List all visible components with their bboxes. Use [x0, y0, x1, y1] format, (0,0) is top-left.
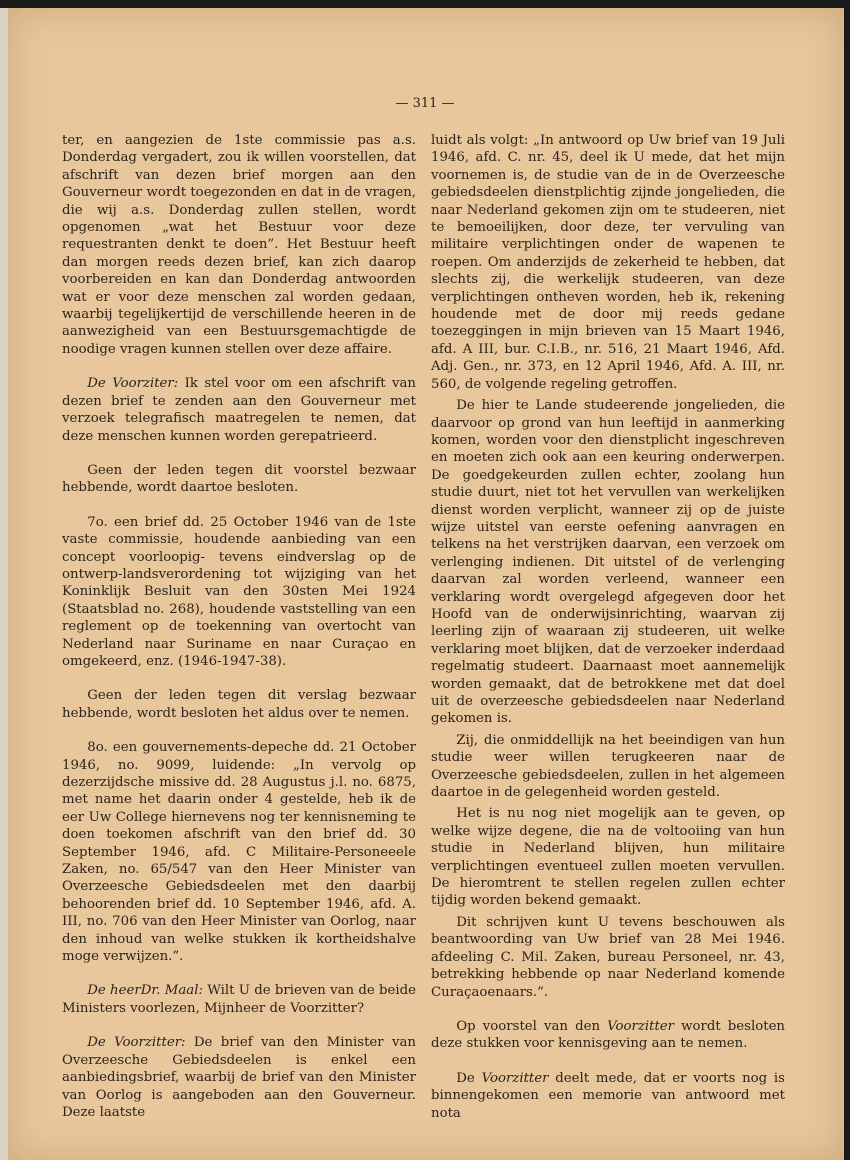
paragraph: Geen der leden tegen dit verslag bezwaar hebbende, wordt besloten het aldus over te nemen.: [62, 688, 416, 721]
paragraph: Dit schrijven kunt U tevens beschouwen als beantwoording van Uw brief van 28 Mei 1946. afdeeling C. Mil. Zaken, bureau Personeel, nr. 43, betrekking hebbende op naar Nederland komende Curaçaoenaars.”.: [431, 914, 785, 1000]
paragraph: Geen der leden tegen dit voorstel bezwaar hebbende, wordt daartoe besloten.: [62, 462, 416, 496]
paragraph: De hier te Lande studeerende jongelieden, die daarvoor op grond van hun leeftijd in aanmerking komen, worden voor den dienstplicht ingeschreven en moeten zich ook aan een keuring onderwerpen. De goedgekeurden zullen echter, zoolang hun studie duurt, niet tot het vervullen van werkelijken dienst worden verplicht, wanneer zij op de juiste wijze uitstel van eerste oefening aanvragen en telkens na het verstrijken daarvan, een verzoek om verlenging indienen. Dit uitstel of de verlenging daarvan zal worden verleend, wanneer een verklaring wordt overgelegd afgegeven door het Hoofd van de onderwijsinrichting, waarvan zij leerling zijn of waaraan zij studeeren, uit welke verklaring moet blijken, dat de verzoeker inderdaad regelmatig studeert. Daarnaast moet aannemelijk worden gemaakt, dat de betrokkene met dat doel uit de overzeesche gebiedsdeelen naar Nederland gekomen is.: [431, 398, 785, 727]
paragraph: luidt als volgt: „In antwoord op Uw brief van 19 Juli 1946, afd. C. nr. 45, deel ik U mede, dat het mijn voornemen is, de studie van de in de Overzeesche gebiedsdeelen dienstplichtig zijnde jongelieden, die naar Nederland gekomen zijn om te studeeren, niet te bemoeilijken, door deze, ter vervuling van militaire verplichtingen onder de wapenen te roepen. Om anderzijds de zekerheid te hebben, dat slechts zij, die werkelijk studeeren, van deze verplichtingen ontheven worden, heb ik, rekening houdende met de door mij reeds gedane toezeggingen in mijn brieven van 15 Maart 1946, afd. A III, bur. C.I.B., nr. 516, 21 Maart 1946, Afd. Adj. Gen., nr. 373, en 12 April 1946, Afd. A. III, nr. 560, de volgende regeling getroffen.: [431, 133, 785, 392]
paragraph: Het is nu nog niet mogelijk aan te geven, op welke wijze degene, die na de voltooiing van hun studie in Nederland blijven, hun militaire verplichtingen eventueel zullen moeten vervullen. De hieromtrent te stellen regelen zullen echter tijdig worden bekend gemaakt.: [431, 806, 785, 909]
page-number: — 311 —: [395, 96, 455, 111]
paragraph: Op voorstel van den Voorzitter wordt besloten deze stukken voor kennisgeving aan te nemen.: [431, 1018, 785, 1052]
left-column: [62, 132, 416, 1121]
speaker: De Voorziter:: [87, 376, 179, 392]
paragraph: 7o. een brief dd. 25 October 1946 van de 1ste vaste commissie, houdende aanbieding van een concept voorloopig- tevens eindverslag op de ontwerp-landsverordening tot wijziging van het Koninklijk Besluit van den 30sten Mei 1924 (Staatsblad no. 268), houdende vaststelling van een reglement op de toekenning van overtocht van Nederland naar Suriname en naar Curaçao en omgekeerd, enz. (1946-1947-38).: [62, 514, 416, 669]
paragraph: 8o. een gouvernements-depeche dd. 21 October 1946, no. 9099, luidende: „In vervolg op dezerzijdsche missive dd. 28 Augustus j.l. no. 6875, met name het daarin onder 4 gestelde, heb ik de eer Uw College hiernevens nog ter kennisneming te doen toekomen afschrift van den brief dd. 30 September 1946, afd. C Militaire-Personeeele Zaken, no. 65/547 van den Heer Minister van Overzeesche Gebiedsdeelen met den daarbij behoorenden brief dd. 10 September 1946, afd. A. III, no. 706 van den Heer Minister van Oorlog, naar den inhoud van welke stukken ik kortheidshalve moge verwijzen.”.: [62, 740, 416, 965]
paragraph: De Voorzitter: De brief van den Minister van Overzeesche Gebiedsdeelen is enkel een aanbiedingsbrief, waarbij de brief van den Minister van Oorlog is aangeboden aan den Gouverneur. Deze laatste: [62, 1035, 416, 1120]
speaker: De heerDr. Maal:: [87, 983, 203, 999]
scan-right-edge: [844, 0, 850, 1160]
paragraph: De heerDr. Maal: Wilt U de brieven van de beide Ministers voorlezen, Mijnheer de Voorzitter?: [62, 983, 416, 1016]
paragraph: De Voorzitter deelt mede, dat er voorts nog is binnengekomen een memorie van antwoord met nota: [431, 1070, 785, 1121]
scan-top-edge: [0, 0, 850, 8]
paragraph: ter, en aangezien de 1ste commissie pas a.s. Donderdag vergadert, zou ik willen voorstellen, dat afschrift van dezen brief morgen aan den Gouverneur wordt toegezonden en dat in de vragen, die wij a.s. Donderdag zullen stellen, wordt opgenomen „wat het Bestuur voor deze requestranten denkt te doen”. Het Bestuur heeft dan morgen reeds dezen brief, kan zich daarop voorbereiden en kan dan Donderdag antwoorden wat er voor deze menschen zal worden gedaan, waarbij tegelijkertijd de verschillende heeren in de aanwezigheid van een Bestuursgemachtigde de noodige vragen kunnen stellen over deze affaire.: [62, 133, 416, 357]
right-column: [431, 132, 785, 1122]
speaker: De Voorzitter:: [87, 1035, 186, 1051]
paragraph: De Voorziter: Ik stel voor om een afschrift van dezen brief te zenden aan den Gouverneur met verzoek telegrafisch maatregelen te nemen, dat deze menschen kunnen worden gerepatrieerd.: [62, 376, 416, 444]
paragraph: Zij, die onmiddellijk na het beeindigen van hun studie weer willen terugkeeren naar de Overzeesche gebiedsdeelen, zullen in het algemeen daartoe in de gelegenheid worden gesteld.: [431, 732, 785, 801]
speaker: Voorzitter: [607, 1018, 675, 1034]
speaker: Voorzitter: [481, 1070, 549, 1086]
